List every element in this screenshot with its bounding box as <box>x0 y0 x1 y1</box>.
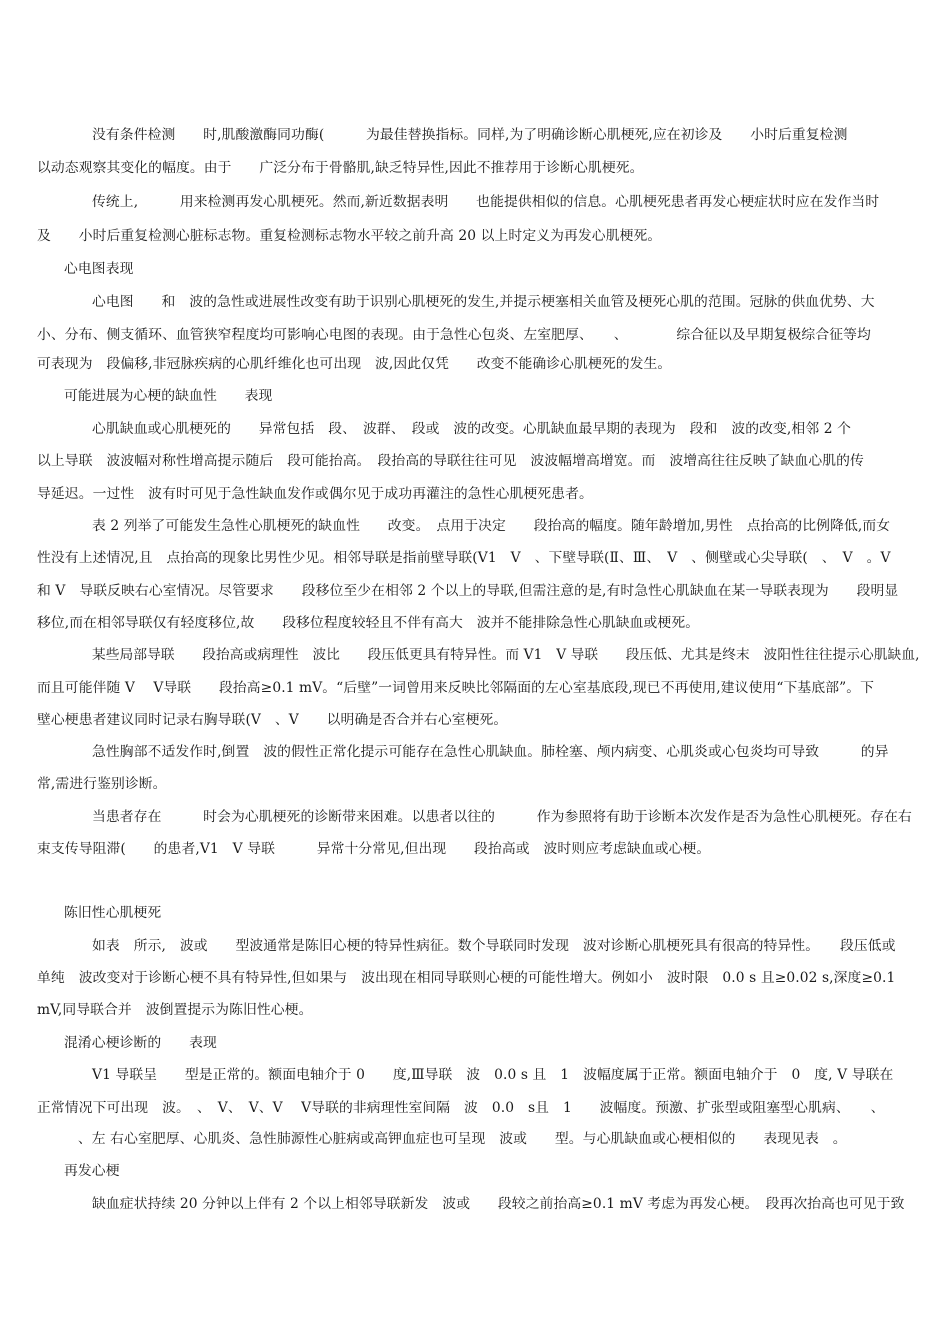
paragraph-line: 正常情况下可出现 波。 、 V、 V、V V导联的非病理性室间隔 波 0.0 s且 1 波幅度。预激、扩张型或阻塞型心肌病、 、 <box>37 1100 885 1116</box>
paragraph-line: 以动态观察其变化的幅度。由于 广泛分布于骨骼肌,缺乏特异性,因此不推荐用于诊断心肌梗死。 <box>37 160 644 176</box>
paragraph-line: 及 小时后重复检测心脏标志物。重复检测标志物水平较之前升高 20 以上时定义为再发心肌梗死。 <box>37 228 662 244</box>
paragraph-line: 以上导联 波波幅对称性增高提示随后 段可能抬高。 段抬高的导联往往可见 波波幅增高增宽。而 波增高往往反映了缺血心肌的传 <box>37 453 864 469</box>
paragraph-line: 表 2 列举了可能发生急性心肌梗死的缺血性 改变。 点用于决定 段抬高的幅度。随年龄增加,男性 点抬高的比例降低,而女 <box>92 518 891 534</box>
paragraph-line: 单纯 波改变对于诊断心梗不具有特异性,但如果与 波出现在相同导联则心梗的可能性增大。例如小 波时限 0.0 s 且≥0.02 s,深度≥0.1 <box>37 970 896 986</box>
paragraph-line: 、左 右心室肥厚、心肌炎、急性肺源性心脏病或高钾血症也可呈现 波或 型。与心肌缺血或心梗相似的 表现见表 。 <box>64 1131 847 1147</box>
section-heading: 可能进展为心梗的缺血性 表现 <box>64 388 273 404</box>
paragraph-line: 导延迟。一过性 波有时可见于急性缺血发作或偶尔见于成功再灌注的急性心肌梗死患者。 <box>37 486 593 502</box>
section-heading: 心电图表现 <box>64 261 134 277</box>
paragraph-line: 某些局部导联 段抬高或病理性 波比 段压低更具有特异性。而 V1 V 导联 段压低、尤其是终末 波阳性往往提示心肌缺血, <box>92 647 920 663</box>
paragraph-line: 而且可能伴随 V V导联 段抬高≥0.1 mV。“后壁”一词曾用来反映比邻隔面的左心室基底段,现已不再使用,建议使用“下基底部”。下 <box>37 680 875 696</box>
paragraph-line: 心肌缺血或心肌梗死的 异常包括 段、 波群、 段或 波的改变。心肌缺血最早期的表现为 段和 波的改变,相邻 2 个 <box>92 421 851 437</box>
paragraph-line: 当患者存在 时会为心肌梗死的诊断带来困难。以患者以往的 作为参照将有助于诊断本次发作是否为急性心肌梗死。存在右 <box>92 809 912 825</box>
paragraph-line: 如表 所示, 波或 型波通常是陈旧心梗的特异性病征。数个导联同时发现 波对诊断心肌梗死具有很高的特异性。 段压低或 <box>92 938 896 954</box>
section-heading: 再发心梗 <box>64 1163 120 1179</box>
paragraph-line: 心电图 和 波的急性或进展性改变有助于识别心肌梗死的发生,并提示梗塞相关血管及梗死心肌的范围。冠脉的供血优势、大 <box>92 294 875 310</box>
paragraph-line: 小、分布、侧支循环、血管狭窄程度均可影响心电图的表现。由于急性心包炎、左室肥厚、 、 综合征以及早期复极综合征等均 <box>37 327 871 343</box>
paragraph-line: 急性胸部不适发作时,倒置 波的假性正常化提示可能存在急性心肌缺血。肺栓塞、颅内病变、心肌炎或心包炎均可导致 的异 <box>92 744 889 760</box>
paragraph-line: V1 导联呈 型是正常的。额面电轴介于 0 度,Ⅲ导联 波 0.0 s 且 1 波幅度属于正常。额面电轴介于 0 度, V 导联在 <box>92 1067 894 1083</box>
paragraph-line: 没有条件检测 时,肌酸激酶同功酶( 为最佳替换指标。同样,为了明确诊断心肌梗死,应在初诊及 小时后重复检测 <box>92 127 848 143</box>
paragraph-line: 缺血症状持续 20 分钟以上伴有 2 个以上相邻导联新发 波或 段较之前抬高≥0.1 mV 考虑为再发心梗。 段再次抬高也可见于致 <box>92 1196 905 1212</box>
section-heading: 混淆心梗诊断的 表现 <box>64 1035 217 1051</box>
paragraph-line: 移位,而在相邻导联仅有轻度移位,故 段移位程度较轻且不伴有高大 波并不能排除急性心肌缺血或梗死。 <box>37 615 700 631</box>
paragraph-line: 束支传导阻滞( 的患者,V1 V 导联 异常十分常见,但出现 段抬高或 波时则应考虑缺血或心梗。 <box>37 841 711 857</box>
paragraph-line: 可表现为 段偏移,非冠脉疾病的心肌纤维化也可出现 波,因此仅凭 改变不能确诊心肌梗死的发生。 <box>37 356 672 372</box>
section-heading: 陈旧性心肌梗死 <box>64 905 162 921</box>
paragraph-line: 传统上, 用来检测再发心肌梗死。然而,新近数据表明 也能提供相似的信息。心肌梗死患者再发心梗症状时应在发作当时 <box>92 194 880 210</box>
paragraph-line: 和 V 导联反映右心室情况。尽管要求 段移位至少在相邻 2 个以上的导联,但需注意的是,有时急性心肌缺血在某一导联表现为 段明显 <box>37 583 899 599</box>
paragraph-line: mV,同导联合并 波倒置提示为陈旧性心梗。 <box>37 1002 313 1018</box>
paragraph-line: 性没有上述情况,且 点抬高的现象比男性少见。相邻导联是指前壁导联(V1 V 、下壁导联(Ⅱ、Ⅲ、 V 、侧壁或心尖导联( 、 V 。V <box>37 550 891 566</box>
paragraph-line: 壁心梗患者建议同时记录右胸导联(V 、V 以明确是否合并右心室梗死。 <box>37 712 508 728</box>
paragraph-line: 常,需进行鉴别诊断。 <box>37 776 167 792</box>
